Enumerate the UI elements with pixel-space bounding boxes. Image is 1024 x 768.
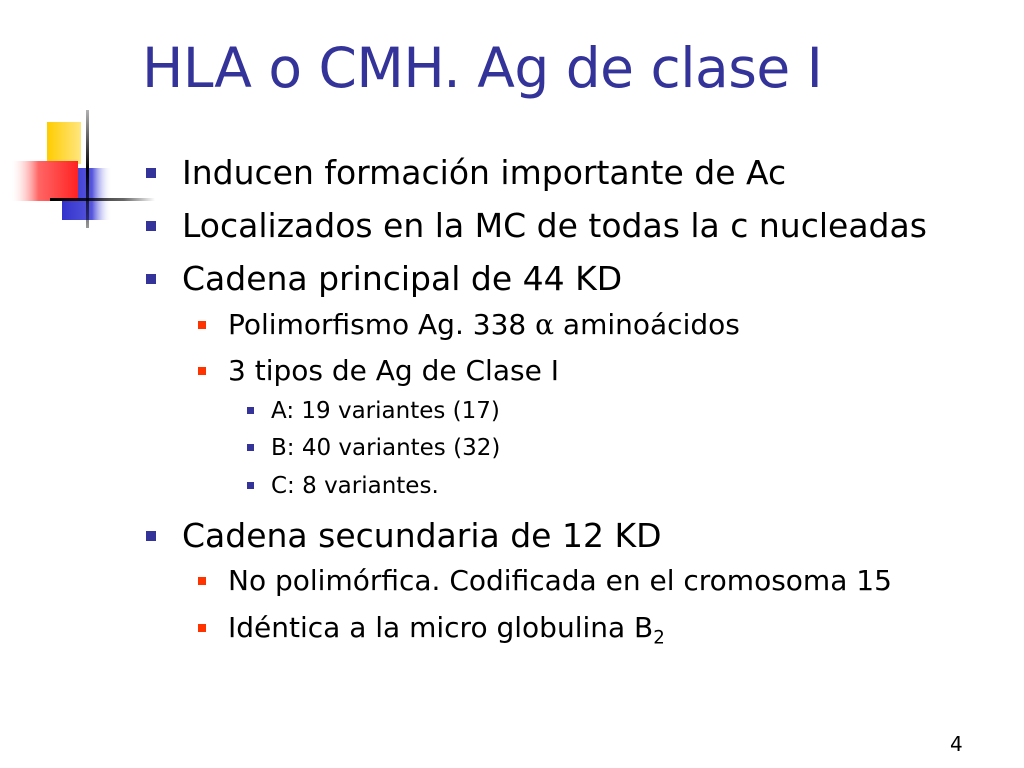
bullet-square-icon bbox=[198, 321, 206, 329]
bullet-square-icon bbox=[146, 221, 156, 231]
bullet-text: Idéntica a la micro globulina B bbox=[228, 611, 654, 644]
decorative-squares-graphic bbox=[0, 0, 160, 240]
sub-sub-bullet-item-c bbox=[271, 472, 439, 500]
red-square bbox=[12, 161, 78, 201]
alpha-symbol: α bbox=[535, 308, 555, 341]
bullet-square-icon bbox=[146, 274, 156, 284]
bullet-text-part: aminoácidos bbox=[554, 308, 740, 341]
bullet-item-3 bbox=[182, 259, 622, 299]
horizontal-line bbox=[50, 198, 155, 201]
bullet-text: C: 8 variantes. bbox=[271, 473, 439, 499]
bullet-text: Cadena secundaria de 12 KD bbox=[182, 516, 662, 555]
bullet-square-icon bbox=[198, 367, 206, 375]
bullet-text: No polimórfica. Codificada en el cromosoma 15 bbox=[228, 564, 892, 597]
bullet-item-1 bbox=[182, 153, 786, 193]
slide-title: HLA o CMH. Ag de clase I bbox=[142, 36, 823, 100]
bullet-text: A: 19 variantes (17) bbox=[271, 398, 500, 424]
sub-bullet-item-4-2 bbox=[228, 611, 665, 649]
bullet-item-2 bbox=[182, 206, 927, 246]
vertical-line bbox=[86, 110, 89, 228]
bullet-square-icon bbox=[146, 531, 156, 541]
bullet-square-icon bbox=[247, 482, 254, 489]
bullet-square-icon bbox=[198, 577, 206, 585]
bullet-text: Inducen formación importante de Ac bbox=[182, 153, 787, 192]
bullet-text: Localizados en la MC de todas la c nucleadas bbox=[182, 206, 927, 245]
page-number: 4 bbox=[950, 732, 963, 756]
sub-sub-bullet-item-a bbox=[271, 397, 500, 425]
bullet-square-icon bbox=[247, 407, 254, 414]
bullet-item-4 bbox=[182, 516, 662, 556]
subscript: 2 bbox=[653, 627, 665, 649]
yellow-square bbox=[47, 122, 81, 164]
sub-sub-bullet-item-b bbox=[271, 434, 500, 462]
bullet-text-part: Polimorfismo Ag. 338 bbox=[228, 308, 536, 341]
bullet-text: B: 40 variantes (32) bbox=[271, 435, 501, 461]
sub-bullet-item-3-2 bbox=[228, 354, 559, 388]
bullet-text: 3 tipos de Ag de Clase I bbox=[228, 354, 559, 387]
sub-bullet-item-4-1 bbox=[228, 564, 892, 598]
sub-bullet-item-3-1 bbox=[228, 308, 740, 342]
bullet-square-icon bbox=[247, 444, 254, 451]
bullet-square-icon bbox=[198, 624, 206, 632]
bullet-text: Cadena principal de 44 KD bbox=[182, 259, 623, 298]
bullet-square-icon bbox=[146, 168, 156, 178]
